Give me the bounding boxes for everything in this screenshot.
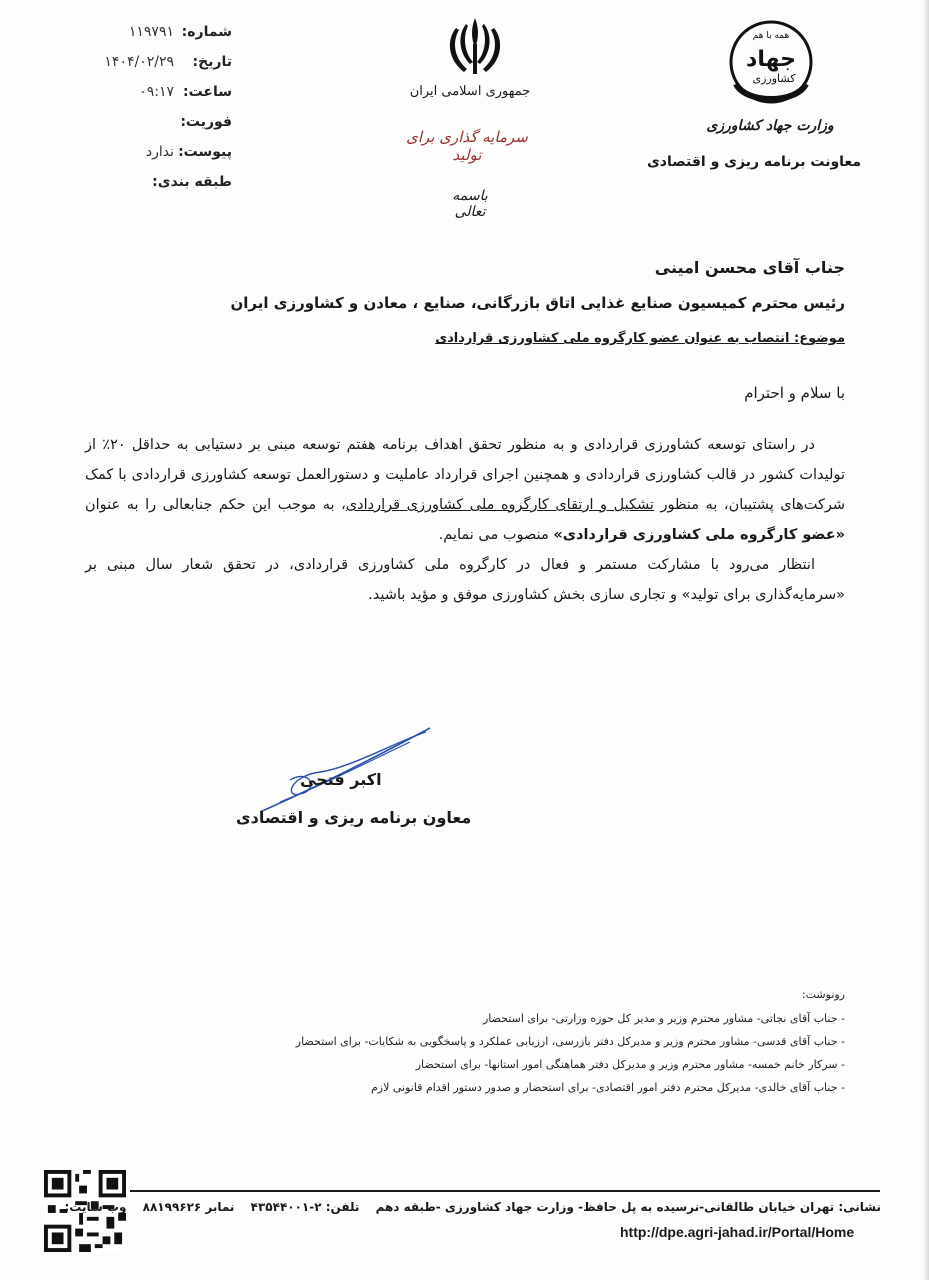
time-value: ۰۹:۱۷	[139, 84, 174, 100]
date-label: تاریخ:	[192, 54, 232, 70]
besmeh: باسمه تعالی	[452, 188, 488, 220]
footer-divider	[130, 1190, 880, 1192]
cc-item: - جناب آقای نجاتی- مشاور محترم وزیر و مدیر کل حوزه وزارتی- برای استحضار	[483, 1012, 845, 1025]
greeting: با سلام و احترام	[744, 384, 845, 402]
year-slogan: سرمایه گذاری برای تولید	[406, 128, 528, 164]
p1-part-b: ، به موجب این حکم جنابعالی را به عنوان	[85, 497, 346, 513]
letter-body	[85, 430, 845, 610]
urgency-label: فوریت:	[180, 114, 232, 130]
cc-item: - سرکار خانم خمسه- مشاور محترم وزیر و مدیرکل دفتر هماهنگی امور استانها- برای استحضار	[415, 1058, 845, 1071]
paragraph-2: انتظار می‌رود با مشارکت مستمر و فعال در کارگروه ملی کشاورزی قراردادی، در تحقق شعار سال مبنی بر «سرمایه‌گذاری برای تولید» و تجاری سازی بخش کشاورزی موفق و مؤید باشید.	[85, 557, 845, 603]
deputy-office: معاونت برنامه ریزی و اقتصادی	[646, 154, 861, 170]
p1-part-a: در راستای توسعه کشاورزی قراردادی و به منظور تحقق اهداف برنامه هفتم توسعه مبنی بر دستیابی به حداقل ۲۰٪ از تولیدات کشور در قالب کشاورزی قراردادی و همچنین اجرای قرارداد عاملیت و دستورالعمل توسعه کشاورزی قراردادی با کمک شرکت‌های پشتیبان، به منظور	[85, 437, 846, 513]
footer-url-link[interactable]: http://dpe.agri-jahad.ir/Portal/Home	[620, 1224, 855, 1240]
letter-subject: موضوع: انتصاب به عنوان عضو کارگروه ملی کشاورزی قراردادی	[435, 331, 845, 346]
footer-phone: تلفن: ۲-۴۳۵۴۴۰۰۱	[250, 1200, 360, 1214]
signatory-title: معاون برنامه ریزی و اقتصادی	[236, 808, 472, 827]
number-value: ۱۱۹۷۹۱	[128, 24, 174, 40]
date-value: ۱۴۰۴/۰۲/۲۹	[104, 54, 174, 70]
p1-bold: «عضو کارگروه ملی کشاورزی قراردادی»	[553, 527, 845, 543]
logo-main-text: جهاد	[746, 47, 796, 72]
footer-address	[64, 1200, 881, 1214]
p1-underlined: تشکیل و ارتقای کارگروه ملی کشاورزی قراردادی	[345, 497, 654, 513]
paragraph-1	[85, 430, 845, 550]
time-label: ساعت:	[182, 84, 232, 100]
number-label: شماره:	[181, 24, 232, 40]
letter-meta	[96, 24, 246, 204]
cc-item: - جناب آقای قدسی- مشاور محترم وزیر و مدیرکل دفتر بازرسی، ارزیابی عملکرد و پاسخگویی به شکایات- برای استحضار	[295, 1035, 845, 1048]
footer-website-label: وب سایت:	[64, 1200, 127, 1214]
cc-item: - جناب آقای خالدی- مدیرکل محترم دفتر امور اقتصادی- برای استحضار و صدور دستور اقدام قانونی لازم	[370, 1081, 845, 1094]
addressee-title: رئیس محترم کمیسیون صنایع غذایی اتاق بازرگانی، صنایع ، معادن و کشاورزی ایران	[230, 294, 845, 312]
page-edge-shadow	[923, 0, 929, 1280]
signatory-name: اکبر فتحی	[300, 770, 382, 789]
addressee-name: جناب آقای محسن امینی	[654, 258, 845, 277]
attachment-label: پیوست:	[178, 144, 232, 160]
p1-part-c: منصوب می نمایم.	[438, 527, 554, 543]
footer-fax: نمابر ۸۸۱۹۹۶۲۶	[142, 1200, 235, 1214]
cc-heading: رونوشت:	[801, 988, 845, 1001]
ministry-caption: وزارت جهاد کشاورزی	[706, 118, 834, 134]
classification-label: طبقه بندی:	[152, 174, 232, 190]
footer-address-text: نشانی: تهران خیابان طالقانی-نرسیده به پل حافظ- وزارت جهاد کشاورزی -طبقه دهم	[375, 1200, 881, 1214]
emblem-caption: جمهوری اسلامی ایران	[409, 84, 531, 99]
jahad-keshavarzi-logo	[716, 14, 826, 114]
logo-top-text: همه با هم	[752, 31, 790, 41]
logo-sub-text: کشاورزی	[752, 72, 796, 85]
cc-list	[225, 988, 845, 1099]
iran-emblem-icon	[420, 14, 530, 86]
attachment-value: ندارد	[145, 144, 174, 160]
